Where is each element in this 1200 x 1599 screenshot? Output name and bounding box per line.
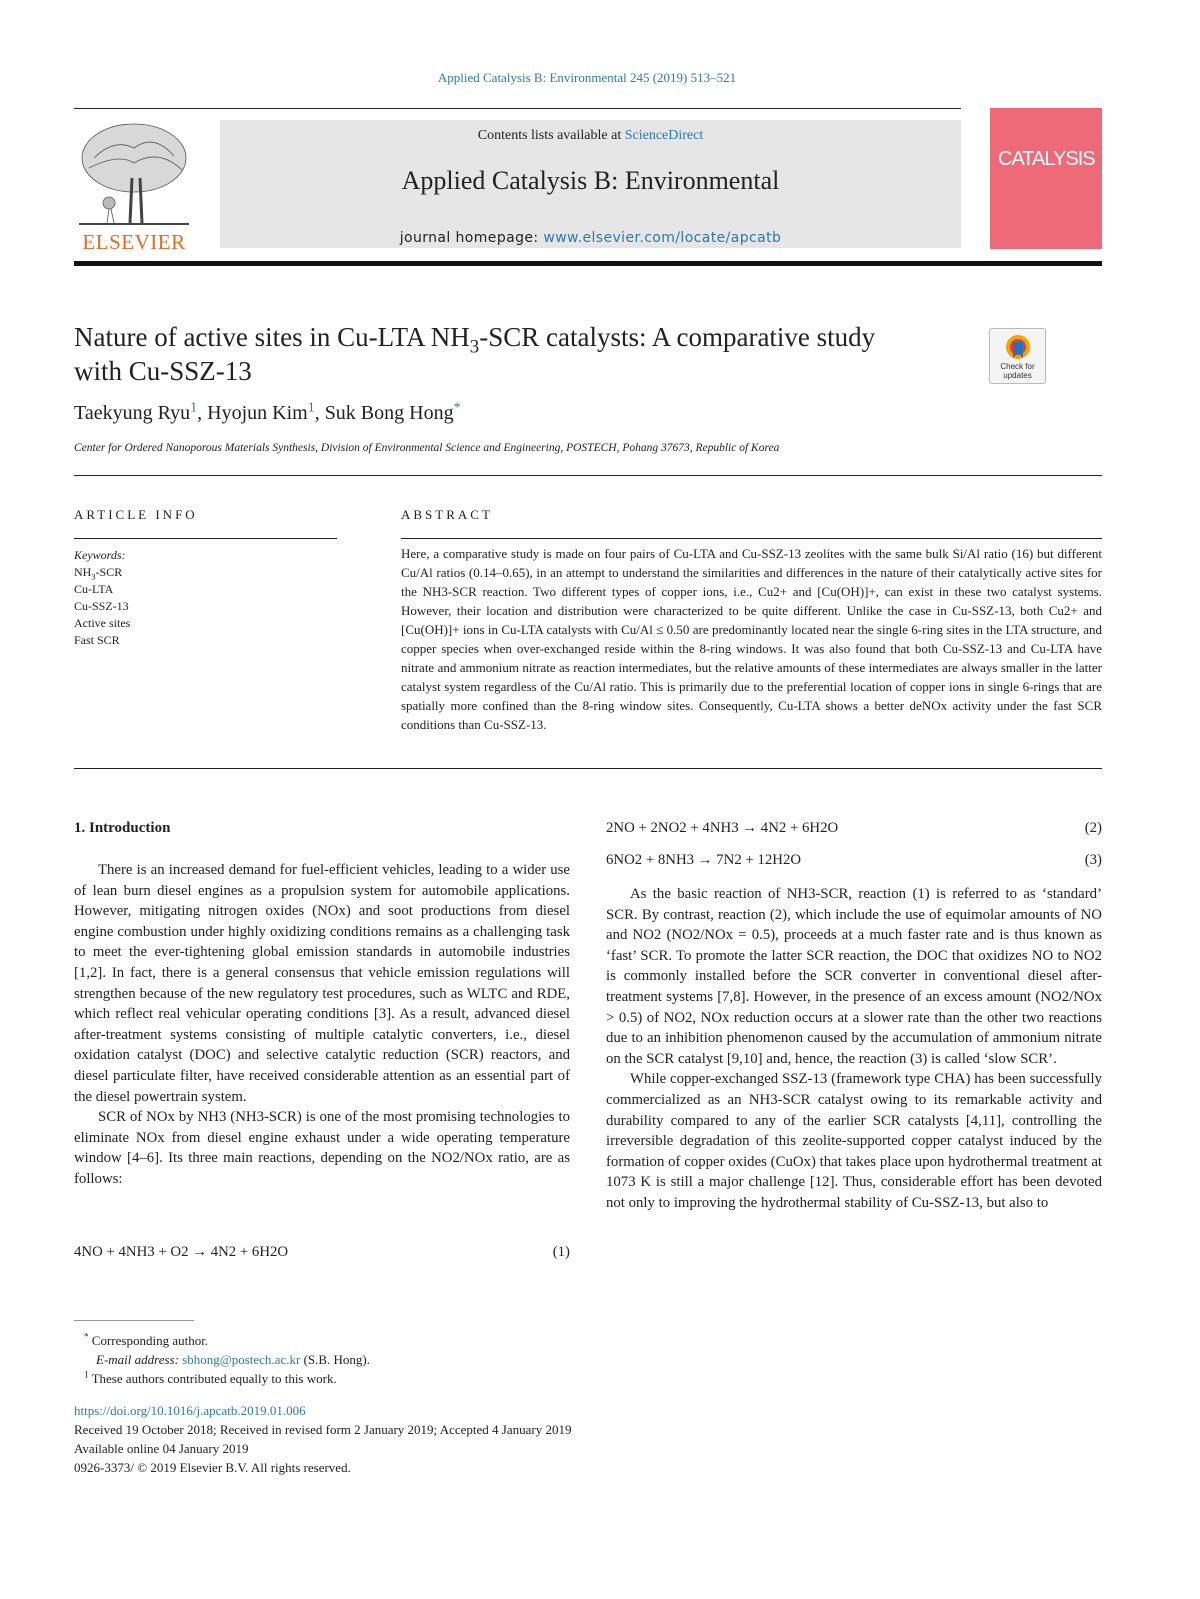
article-info-rule [74, 538, 337, 539]
journal-cover [990, 108, 1102, 249]
article-title [74, 320, 974, 388]
author-3-mark[interactable]: * [453, 400, 461, 416]
keyword-item: Cu-SSZ-13 [74, 599, 129, 613]
homepage-line [220, 230, 961, 246]
journal-citation[interactable]: Applied Catalysis B: Environmental 245 (2019) 513–521 [437, 70, 737, 85]
equation-1-number: (1) [552, 1244, 570, 1260]
title-line-2: with Cu-SSZ-13 [74, 356, 252, 386]
keywords-label: Keywords: [74, 548, 126, 562]
cover-title: CATALYSIS [998, 148, 1095, 170]
intro-paragraph-4: While copper-exchanged SSZ-13 (framework type CHA) has been successfully commercialized as an NH3-SCR catalyst owing to its remarkable activity and durability compared to any of the earlier SCR catalysts [4,11], controlling the irreversible degradation of this zeolite-supported copper catalyst induced by the formation of copper oxides (CuOx) that takes place upon hydrothermal treatment at 1073 K is still a major challenge [12]. Thus, considerable effort has been devoted not only to improving the hydrothermal stability of Cu-SSZ-13, but also to [606, 1071, 1102, 1211]
sciencedirect-link[interactable]: ScienceDirect [624, 128, 704, 143]
keyword-item: Active sites [74, 616, 131, 630]
title-divider [74, 475, 1102, 476]
intro-left-column [74, 860, 570, 1190]
title-part-a: Nature of active sites in Cu-LTA NH [74, 322, 470, 352]
email-note [96, 1350, 370, 1369]
equal-text: These authors contributed equally to this work. [91, 1371, 337, 1386]
title-sub: 3 [469, 336, 480, 358]
corresponding-author-note: * Corresponding author. [84, 1331, 209, 1348]
equation-2: 2NO + 2NO2 + 4NH3 → 4N2 + 6H2O [606, 820, 839, 836]
intro-paragraph-2: SCR of NOx by NH3 (NH3-SCR) is one of the most promising technologies to eliminate NOx from diesel engine exhaust under a wide operating temperature window [4–6]. Its three main reactions, depending on the NO2/NOx ratio, are as follows: [74, 1109, 570, 1187]
section-heading-introduction: 1. Introduction [74, 820, 171, 836]
equation-3-number: (3) [1084, 852, 1102, 868]
intro-paragraph-3: As the basic reaction of NH3-SCR, reaction (1) is referred to as ‘standard’ SCR. By contrast, reaction (2), which include the use of equimolar amounts of NO and NO2 (NO2/NOx = 0.5), proceeds at a much faster rate and is thus known as ‘fast’ SCR. To promote the latter SCR reaction, the DOC that oxidizes NO to NO2 is commonly installed before the SCR converter in conventional diesel after-treatment systems [7,8]. However, in the presence of an excess amount (NO2/NOx > 0.5) of NO2, NOx reduction occurs at a slower rate than the other two reactions due to an inhibition phenomenon caused by the accumulation of ammonium nitrate on the SCR catalyst [9,10] and, hence, the reaction (3) is called ‘slow SCR’. [606, 886, 1102, 1067]
abstract-text: Here, a comparative study is made on four pairs of Cu-LTA and Cu-SSZ-13 zeolites with the same bulk Si/Al ratio (16) but different Cu/Al ratios (0.14–0.65), in an attempt to understand the similarities and differences in the nature of their catalytically active sites for the NH3-SCR reaction. Two different types of copper ions, i.e., Cu2+ and [Cu(OH)]+, can exist in these two catalyst systems. However, their location and distribution were characterized to be quite different. Unlike the case in Cu-SSZ-13, both Cu2+ and [Cu(OH)]+ ions in Cu-LTA catalysts with Cu/Al ≤ 0.50 are predominantly located near the single 6-ring sites in the LTA structure, and copper species when over-exchanged reside within the 8-ring windows. It was also found that both Cu-SSZ-13 and Cu-LTA have nitrate and ammonium nitrate as reaction intermediates, but the relative amounts of these intermediates are always smaller in the latter catalyst system regardless of the Cu/Al ratio. This is primarily due to the preferential location of copper ions in single 6-rings that are spatially more confined than the 8-ring window sites. Consequently, Cu-LTA shows a better deNOx activity under the fast SCR conditions than Cu-SSZ-13. [401, 546, 1102, 732]
received-dates: Received 19 October 2018; Received in revised form 2 January 2019; Accepted 4 January 2019 [74, 1422, 572, 1437]
doi-link[interactable]: https://doi.org/10.1016/j.apcatb.2019.01.006 [74, 1403, 306, 1418]
homepage-prefix: journal homepage: [399, 230, 544, 246]
equation-1: 4NO + 4NH3 + O2 → 4N2 + 6H2O [74, 1244, 289, 1260]
author-2-mark[interactable]: 1 [307, 400, 315, 416]
available-online: Available online 04 January 2019 [74, 1441, 249, 1456]
abstract-divider [74, 768, 1102, 769]
author-list: Taekyung Ryu$^1$, Hyojun Kim$^1$, Suk Bong Hong* [74, 400, 461, 424]
abstract-rule [401, 538, 1102, 539]
equation-3: 6NO2 + 8NH3 → 7N2 + 12H2O [606, 852, 802, 868]
corresponding-text: Corresponding author. [91, 1333, 209, 1348]
publisher-logo-text: ELSEVIER [82, 230, 186, 254]
contents-prefix: Contents lists available at [477, 128, 625, 143]
author-1-mark[interactable]: 1 [190, 400, 198, 416]
header-rule [74, 108, 961, 109]
keyword-item: $NH_3$-SCR [74, 565, 123, 582]
keyword-item: Fast SCR [74, 633, 120, 647]
author-3[interactable]: Suk Bong Hong [324, 402, 454, 424]
check-for-updates-button[interactable] [989, 328, 1046, 384]
email-link[interactable]: sbhong@postech.ac.kr [182, 1352, 301, 1367]
intro-paragraph-1: There is an increased demand for fuel-efficient vehicles, leading to a wider use of lean burn diesel engines as a propulsion system for automobile applications. However, mitigating nitrogen oxides (NOx) and soot productions from diesel engine combustion under highly oxidizing conditions remains as a challenging task to meet the ever-tightening global emission standards in automobile industries [1,2]. In fact, there is a general consensus that vehicle emission regulations will strengthen because of the new regulatory test procedures, such as WLTC and RDE, which reflect real vehicular operating conditions [3]. As a result, advanced diesel after-treatment systems consisting of multiple catalytic converters, i.e., diesel oxidation catalyst (DOC) and selective catalytic reduction (SCR) reactors, and diesel particulate filter, have received considerable attention as an essential part of the diesel powertrain system. [74, 862, 570, 1105]
homepage-link[interactable]: www.elsevier.com/locate/apcatb [543, 230, 782, 246]
equal-contribution-note: $^1$ These authors contributed equally to this work. [84, 1369, 337, 1386]
journal-masthead [220, 120, 961, 248]
header-thick-rule [74, 261, 1102, 266]
check-updates-label: Check for updates [1000, 362, 1035, 380]
copyright: 0926-3373/ © 2019 Elsevier B.V. All rights reserved. [74, 1460, 351, 1475]
email-label: E-mail address: [96, 1352, 183, 1367]
author-1[interactable]: Taekyung Ryu [74, 402, 191, 424]
bookmark-icon [1005, 334, 1031, 362]
keywords-block [74, 547, 130, 649]
keyword-item: Cu-LTA [74, 582, 114, 596]
intro-right-column [606, 884, 1102, 1214]
abstract-heading: ABSTRACT [401, 507, 493, 522]
contents-line [220, 128, 961, 144]
journal-name: Applied Catalysis B: Environmental [401, 166, 780, 195]
equation-2-number: (2) [1084, 820, 1102, 836]
title-part-b: -SCR catalysts: A comparative study [479, 322, 876, 352]
affiliation: Center for Ordered Nanoporous Materials Synthesis, Division of Environmental Science and Engineering, POSTECH, Pohang 37673, Republic of Korea [74, 442, 780, 454]
author-2[interactable]: Hyojun Kim [207, 402, 308, 424]
email-suffix: (S.B. Hong). [300, 1352, 371, 1367]
footnote-rule [74, 1320, 194, 1321]
article-info-heading: ARTICLE INFO [74, 507, 198, 522]
